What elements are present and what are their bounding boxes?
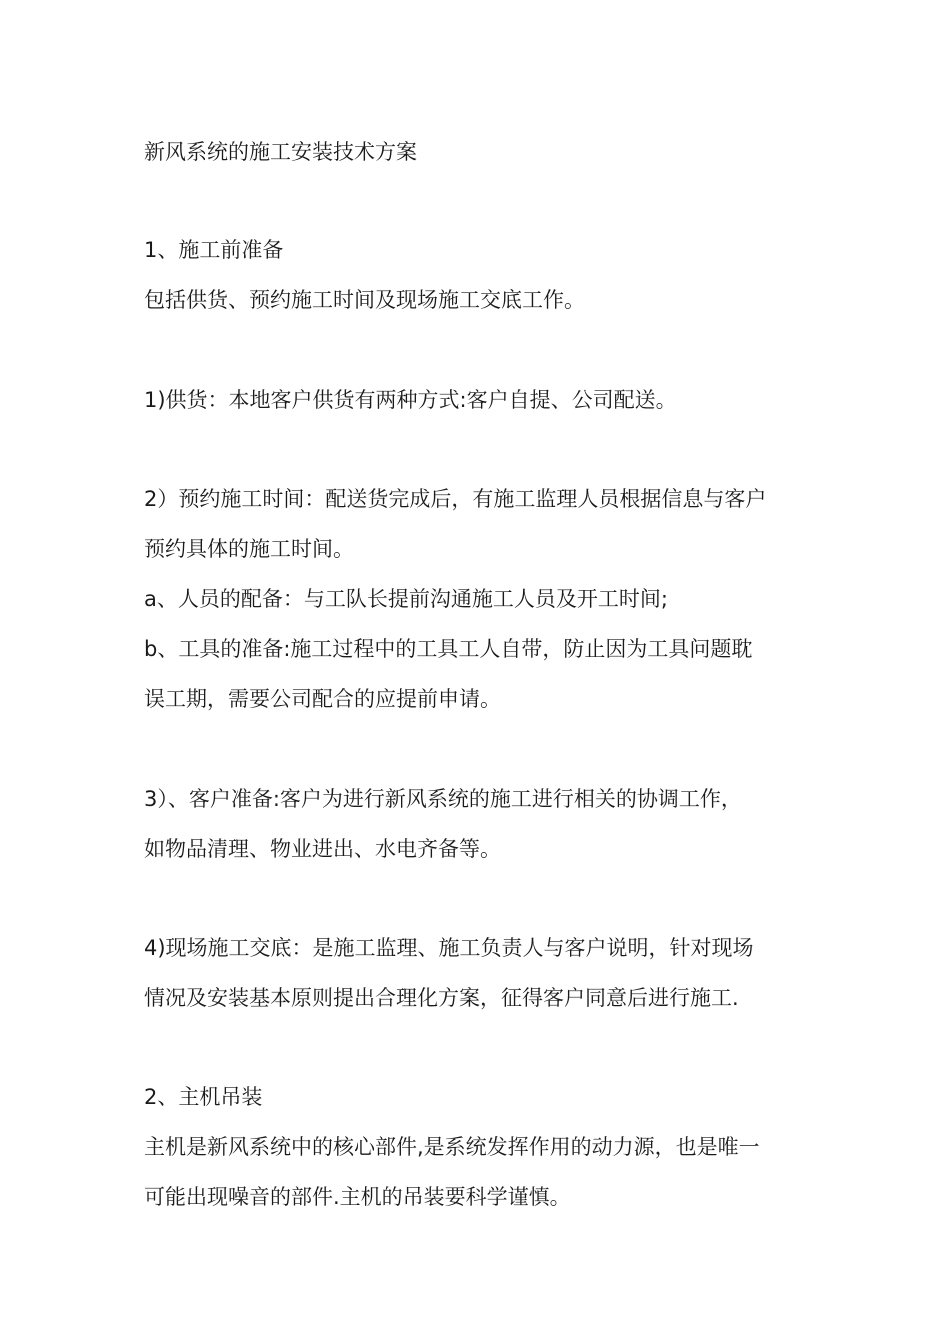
paragraph-line: 误工期，需要公司配合的应提前申请。: [144, 687, 501, 711]
paragraph-line: b、工具的准备:施工过程中的工具工人自带，防止因为工具问题耽: [144, 637, 753, 661]
paragraph-line: a、人员的配备：与工队长提前沟通施工人员及开工时间;: [144, 587, 668, 611]
document-title: 新风系统的施工安装技术方案: [144, 140, 417, 164]
paragraph-line: 3）、客户准备:客户为进行新风系统的施工进行相关的协调工作，: [144, 787, 742, 811]
paragraph-line: 1)供货：本地客户供货有两种方式:客户自提、公司配送。: [144, 388, 677, 412]
paragraph-line: 主机是新风系统中的核心部件,是系统发挥作用的动力源，也是唯一: [144, 1135, 760, 1159]
paragraph-line: 预约具体的施工时间。: [144, 537, 354, 561]
paragraph-line: 包括供货、预约施工时间及现场施工交底工作。: [144, 288, 585, 312]
paragraph-line: 4)现场施工交底：是施工监理、施工负责人与客户说明，针对现场: [144, 936, 754, 960]
section-heading: 2、主机吊装: [144, 1085, 263, 1109]
section-heading: 1、施工前准备: [144, 238, 284, 262]
paragraph-line: 可能出现噪音的部件.主机的吊装要科学谨慎。: [144, 1185, 571, 1209]
paragraph-line: 情况及安装基本原则提出合理化方案，征得客户同意后进行施工.: [144, 986, 739, 1010]
paragraph-line: 2）预约施工时间：配送货完成后，有施工监理人员根据信息与客户: [144, 487, 767, 511]
paragraph-line: 如物品清理、物业进出、水电齐备等。: [144, 837, 501, 861]
